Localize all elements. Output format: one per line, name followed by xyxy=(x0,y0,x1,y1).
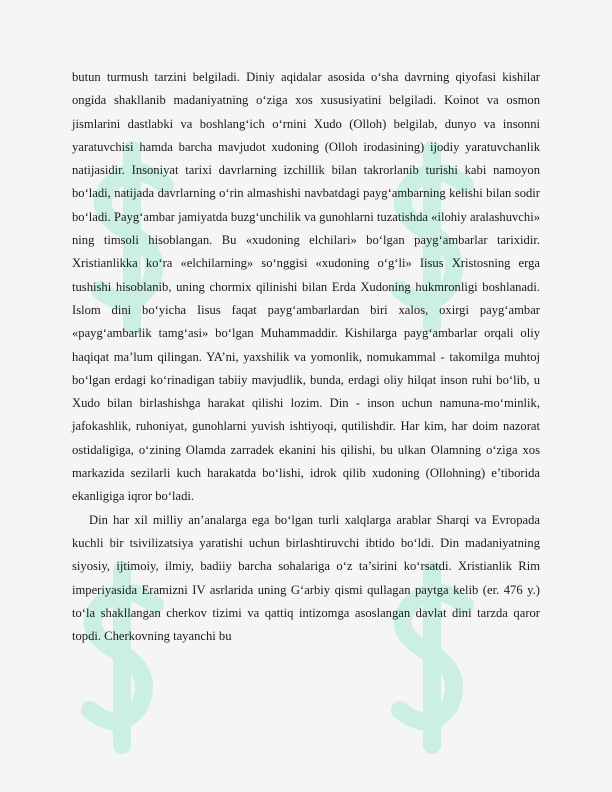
document-body xyxy=(72,66,540,648)
paragraph: Din har xil milliy an’analarga ega bo‘lgan turli xalqlarga arablar Sharqi va Evropada kuchli bir tsivilizatsiya yaratishi uchun birlashtiruvchi ibtido bo‘ldi. Din madaniyatning siyosiy, ijtimoiy, ilmiy, badiiy barcha sohalariga o‘z ta’sirini ko‘rsatdi. Xristianlik Rim imperiyasida Eramizni IV asrlarida uning G‘arbiy qismi qullagan paytga kelib (er. 476 y.) to‘la shakllangan cherkov tizimi va qattiq intizomga asoslangan davlat dini tarzda qaror topdi. Cherkovning tayanchi bu xyxy=(72,512,540,644)
paragraph: butun turmush tarzini belgiladi. Diniy aqidalar asosida o‘sha davrning qiyofasi kishilar ongida shakllanib madaniyatning o‘ziga xos xususiyatini belgiladi. Koinot va osmon jismlarini dastlabki va boshlang‘ich o‘rnini Xudo (Olloh) belgilab, dunyo va insonni yaratuvchisi hamda barcha mavjudot xudoning (Olloh irodasining) ijodiy yaratuvchanlik natijasidir. Insoniyat tarixi davrlarning izchillik bilan takrorlanib turishi kabi namoyon bo‘ladi, natijada davrlarning o‘rin almashishi navbatdagi payg‘ambarning kelishi bilan sodir bo‘ladi. Payg‘ambar jamiyatda buzg‘unchilik va gunohlarni tuzatishda «ilohiy aralashuvchi» ning timsoli hisoblangan. Bu «xudoning elchilari» bo‘lgan payg‘ambarlar tarixidir. Xristianlikka ko‘ra «elchilarning» so‘nggisi «xudoning o‘g‘li» Iisus Xristosning erga tushishi hisoblanib, uning chormix qilinishi bilan Erda Xudoning hukmronligi boshlanadi. Islom dini bo‘yicha Iisus faqat payg‘ambarlardan biri xalos, oxirgi payg‘ambar «payg‘ambarlik tamg‘asi» bo‘lgan Muhammaddir. Kishilarga payg‘ambarlar orqali oliy haqiqat ma’lum qilingan. YA’ni, yaxshilik va yomonlik, nomukammal - takomilga muhtoj bo‘lgan erdagi ko‘rinadigan tabiiy mavjudlik, bunda, erdagi oliy hilqat inson ruhi bo‘lib, u Xudo bilan birlashishga harakat qilishi lozim. Din - inson uchun namuna-mo‘minlik, jafokashlik, ruhoniyat, gunohlarni yuvish ishtiyoqi, qutilishdir. Har kim, har doim nazorat ostidaligiga, o‘zining Olamda zarradek ekanini his qilishi, bu ulkan Olamning o‘ziga xos markazida sezilarli kuch harakatda bo‘lishi, idrok qilib xudoning (Ollohning) e’tiborida ekanligiga iqror bo‘ladi. xyxy=(72,70,540,504)
